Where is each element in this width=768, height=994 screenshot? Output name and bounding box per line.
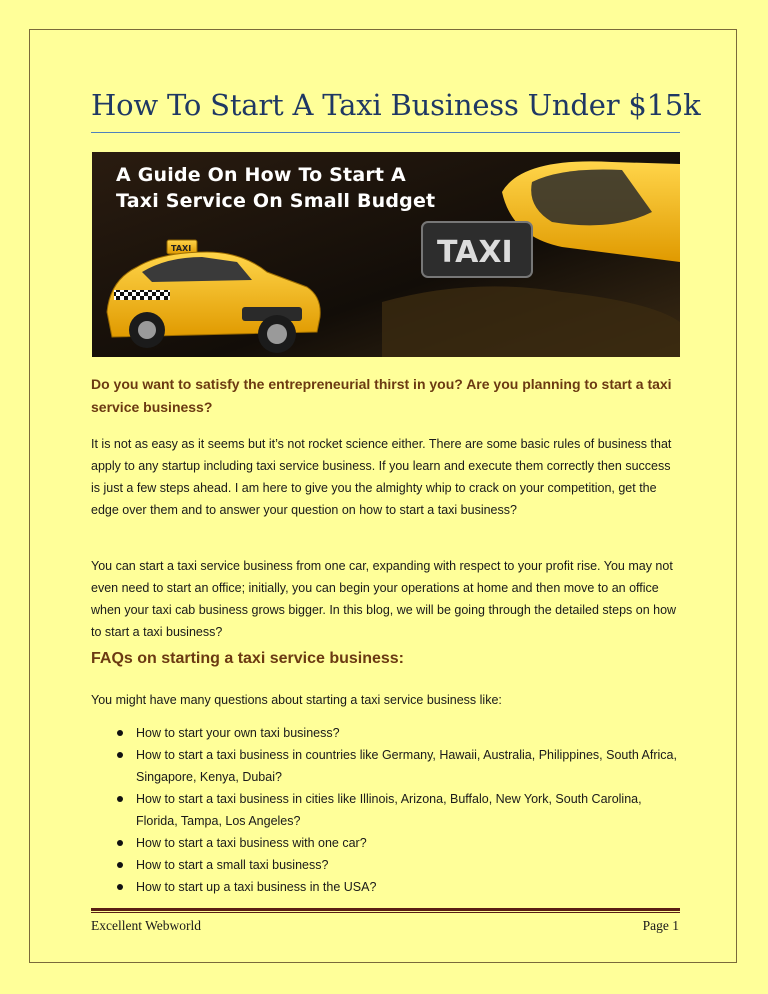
list-item: How to start up a taxi business in the USA?: [91, 876, 681, 898]
bullet-icon: [117, 752, 123, 758]
footer-company: Excellent Webworld: [91, 918, 202, 933]
faq-intro: You might have many questions about starting a taxi service business like:: [91, 693, 502, 707]
bullet-icon: [117, 796, 123, 802]
list-item: How to start a taxi business in cities like Illinois, Arizona, Buffalo, New York, South Carolina, Florida, Tampa, Los Angeles?: [91, 788, 681, 832]
paragraph-2: You can start a taxi service business from one car, expanding with respect to your profit rise. You may not even need to start an office; initially, you can begin your operations at home and then move to an office when your taxi cab business grows bigger. In this blog, we will be going through the detailed steps on how to start a taxi business?: [91, 559, 677, 639]
faq-list: [91, 722, 681, 898]
banner-line-1: A Guide On How To Start A: [116, 164, 406, 186]
document-title: How To Start A Taxi Business Under $15k: [91, 88, 701, 122]
intro-question: Do you want to satisfy the entrepreneurial thirst in you? Are you planning to start a taxi service business?: [91, 376, 672, 415]
bullet-icon: [117, 884, 123, 890]
bullet-icon: [117, 862, 123, 868]
taxi-roof-sign-text: TAXI: [171, 244, 192, 253]
list-item: How to start a taxi business with one car?: [91, 832, 681, 854]
faq-heading: FAQs on starting a taxi service business:: [91, 650, 404, 667]
banner-line-2: Taxi Service On Small Budget: [116, 190, 436, 212]
list-item: How to start your own taxi business?: [91, 722, 681, 744]
list-item: How to start a taxi business in countries like Germany, Hawaii, Australia, Philippines, South Africa, Singapore, Kenya, Dubai?: [91, 744, 681, 788]
bullet-icon: [117, 730, 123, 736]
banner-image: [92, 152, 680, 357]
taxi-sign-text: TAXI: [437, 235, 513, 270]
paragraph-1: It is not as easy as it seems but it’s not rocket science either. There are some basic rules of business that apply to any startup including taxi service business. If you learn and execute them correctly then success is just a few steps ahead. I am here to give you the almighty whip to crack on your competition, get the edge over them and to answer your question on how to start a taxi business?: [91, 437, 672, 517]
footer-rule-thin: [91, 912, 680, 913]
footer-rule-thick: [91, 908, 680, 911]
bullet-icon: [117, 840, 123, 846]
title-underline: [91, 132, 680, 133]
banner-heading: [116, 162, 435, 214]
footer-page-number: Page 1: [642, 918, 679, 933]
list-item: How to start a small taxi business?: [91, 854, 681, 876]
